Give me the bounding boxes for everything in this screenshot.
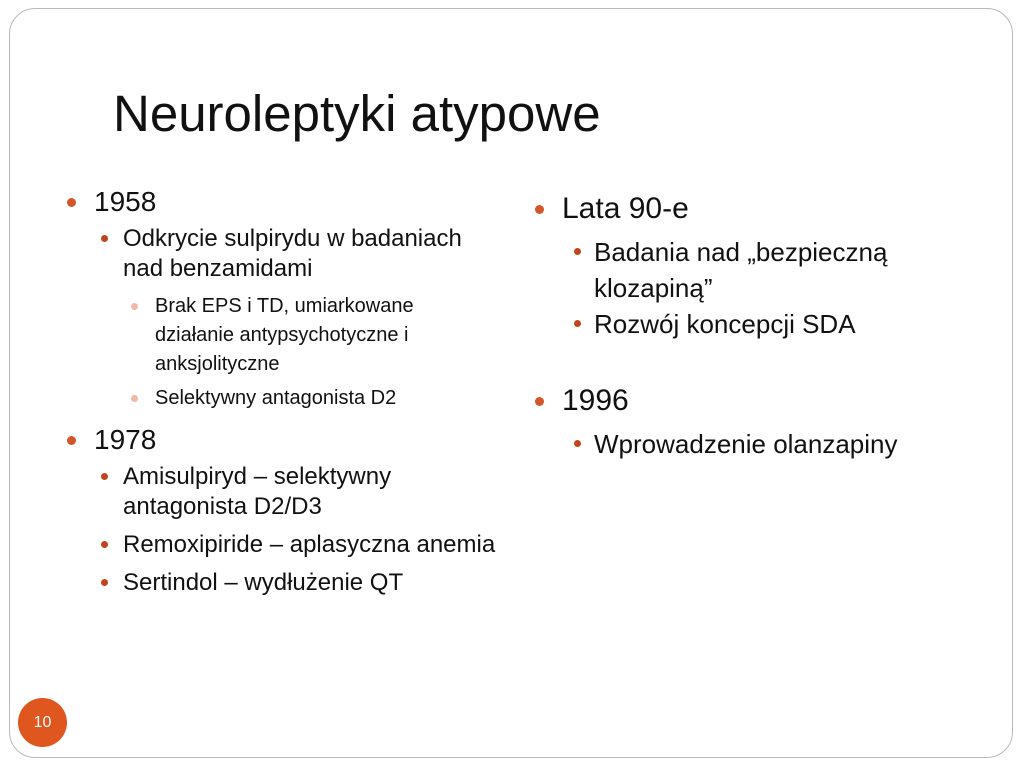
bullet-label: Odkrycie sulpirydu w badaniach nad benzamidami <box>123 225 462 282</box>
bullet-dot-icon <box>131 395 138 402</box>
bullet-label: Badania nad „bezpieczną klozapiną” <box>594 237 888 303</box>
bullet-dot-icon <box>67 198 76 207</box>
bullet-label: 1996 <box>562 384 629 417</box>
bullet-dot-icon <box>574 248 581 255</box>
bullet-label: Sertindol – wydłużenie QT <box>123 569 404 596</box>
bullet-label: Lata 90-e <box>562 192 689 225</box>
bullet-label: Wprowadzenie olanzapiny <box>594 429 898 459</box>
sub-sub-bullet-d2 <box>66 384 496 413</box>
bullet-label: Amisulpiryd – selektywny antagonista D2/D3 <box>123 463 392 520</box>
bullet-label: 1978 <box>94 424 157 455</box>
right-column <box>534 192 984 462</box>
bullet-dot-icon <box>535 397 544 406</box>
bullet-label: Remoxipiride – aplasyczna anemia <box>123 531 496 558</box>
bullet-label: 1958 <box>94 186 157 217</box>
bullet-dot-icon <box>535 205 544 214</box>
sub-bullet-sulpiryd <box>66 224 496 284</box>
slide-title: Neuroleptyki atypowe <box>113 85 601 142</box>
bullet-label: Selektywny antagonista D2 <box>155 387 397 409</box>
bullet-1996 <box>534 384 984 418</box>
bullet-dot-icon <box>101 473 108 480</box>
sub-bullet-olanzapina <box>534 426 984 462</box>
bullet-dot-icon <box>574 440 581 447</box>
bullet-dot-icon <box>101 579 108 586</box>
sub-bullet-remoxipiride <box>66 530 496 560</box>
sub-sub-bullet-eps <box>66 292 496 379</box>
page-number-badge: 10 <box>18 698 67 747</box>
bullet-dot-icon <box>574 320 581 327</box>
bullet-dot-icon <box>67 436 76 445</box>
sub-bullet-sda <box>534 306 984 342</box>
left-column <box>66 186 496 606</box>
bullet-label: Brak EPS i TD, umiarkowane działanie antypsychotyczne i anksjolityczne <box>155 295 414 375</box>
bullet-dot-icon <box>101 541 108 548</box>
sub-bullet-sertindol <box>66 568 496 598</box>
bullet-1958 <box>66 186 496 218</box>
bullet-1978 <box>66 424 496 456</box>
bullet-lata-90 <box>534 192 984 226</box>
sub-bullet-amisulpiryd <box>66 462 496 522</box>
bullet-label: Rozwój koncepcji SDA <box>594 309 856 339</box>
sub-bullet-klozapina <box>534 234 984 306</box>
bullet-dot-icon <box>131 303 138 310</box>
bullet-dot-icon <box>101 235 108 242</box>
